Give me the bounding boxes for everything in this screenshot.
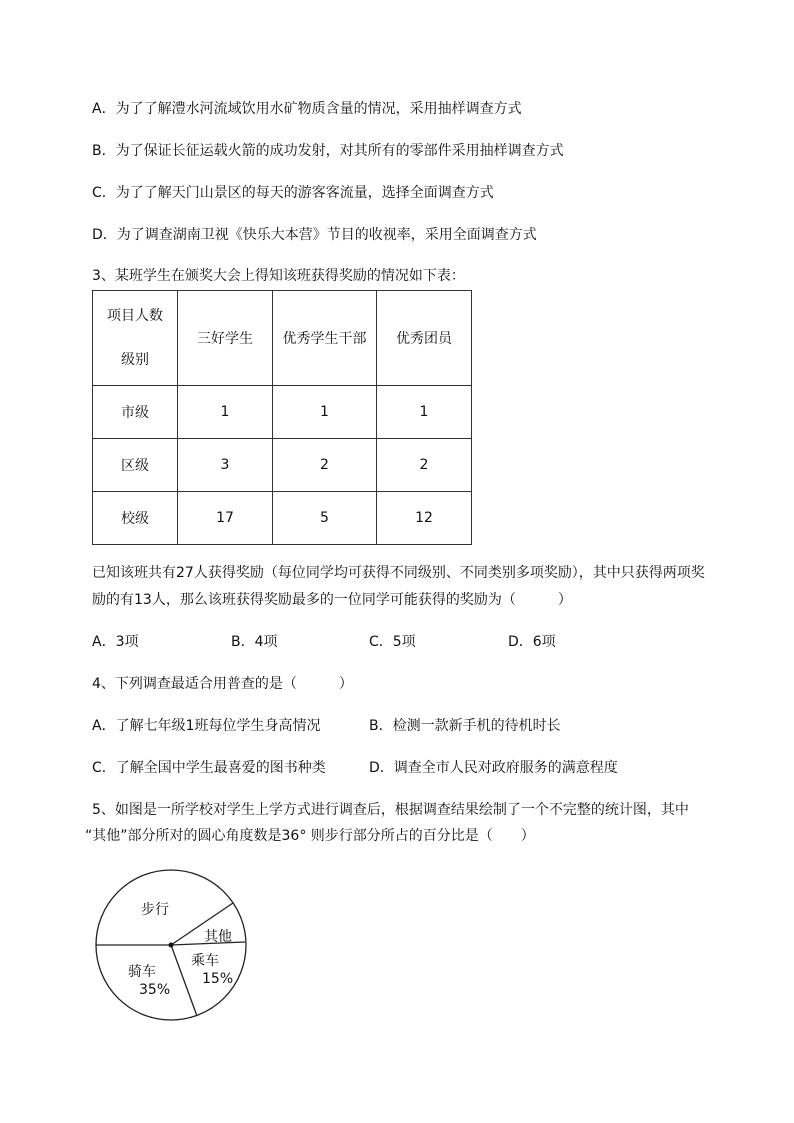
q3-option-a: A．3项 <box>92 634 139 650</box>
q3-option-b: B．4项 <box>231 634 278 650</box>
q3-stem: 3、某班学生在颁奖大会上得知该班获得奖励的情况如下表： <box>92 268 465 284</box>
table-header: 优秀团员 <box>377 291 472 386</box>
table-row <box>93 492 472 545</box>
corner-label-level: 级别 <box>121 352 149 368</box>
q3-text-line2: 励的有13人，那么该班获得奖励最多的一位同学可能获得的奖励为（ ） <box>92 592 572 608</box>
slice-label-walk: 步行 <box>141 902 169 918</box>
q3-option-d: D．6项 <box>508 634 556 650</box>
q4-stem: 4、下列调查最适合用普查的是（ ） <box>92 676 353 692</box>
q2-option-a: A．为了了解澧水河流域饮用水矿物质含量的情况，采用抽样调查方式 <box>92 101 522 117</box>
table-header: 优秀学生干部 <box>273 291 377 386</box>
award-table <box>92 290 472 545</box>
table-cell: 1 <box>178 386 273 439</box>
table-header-row <box>93 291 472 386</box>
table-cell: 12 <box>377 492 472 545</box>
q5-stem-line1: 5、如图是一所学校对学生上学方式进行调查后，根据调查结果绘制了一个不完整的统计图，其中 <box>92 802 689 818</box>
row-label: 市级 <box>93 386 178 439</box>
pie-chart <box>95 868 255 1028</box>
table-cell: 3 <box>178 439 273 492</box>
table-row <box>93 386 472 439</box>
table-cell: 1 <box>377 386 472 439</box>
q5-stem-line2: “其他”部分所对的圆心角度数是36° 则步行部分所占的百分比是（ ） <box>85 828 535 844</box>
slice-label-other: 其他 <box>204 929 232 945</box>
table-header: 三好学生 <box>178 291 273 386</box>
pie-center-dot <box>169 943 174 948</box>
table-cell: 2 <box>273 439 377 492</box>
table-cell: 5 <box>273 492 377 545</box>
slice-label-bus: 乘车 <box>191 953 219 969</box>
q4-option-d: D．调查全市人民对政府服务的满意程度 <box>369 760 618 776</box>
q3-text-line1: 已知该班共有27人获得奖励（每位同学均可获得不同级别、不同类别多项奖励），其中只获得两项奖 <box>92 565 705 581</box>
table-corner-cell <box>93 291 178 386</box>
row-label: 区级 <box>93 439 178 492</box>
q2-option-c: C．为了了解天门山景区的每天的游客客流量，选择全面调查方式 <box>92 185 494 201</box>
table-cell: 17 <box>178 492 273 545</box>
q4-option-a: A．了解七年级1班每位学生身高情况 <box>92 718 321 734</box>
corner-label-items: 项目人数 <box>107 308 163 324</box>
q3-option-c: C．5项 <box>369 634 416 650</box>
table-row <box>93 439 472 492</box>
slice-label-bike: 骑车 <box>128 964 156 980</box>
q2-option-d: D．为了调查湖南卫视《快乐大本营》节目的收视率，采用全面调查方式 <box>92 227 537 243</box>
q4-option-b: B．检测一款新手机的待机时长 <box>369 718 561 734</box>
table-cell: 1 <box>273 386 377 439</box>
slice-value-bike: 35% <box>139 982 171 998</box>
q4-option-c: C．了解全国中学生最喜爱的图书种类 <box>92 760 326 776</box>
q2-option-b: B．为了保证长征运载火箭的成功发射，对其所有的零部件采用抽样调查方式 <box>92 143 564 159</box>
slice-value-bus: 15% <box>202 971 234 987</box>
table-cell: 2 <box>377 439 472 492</box>
row-label: 校级 <box>93 492 178 545</box>
